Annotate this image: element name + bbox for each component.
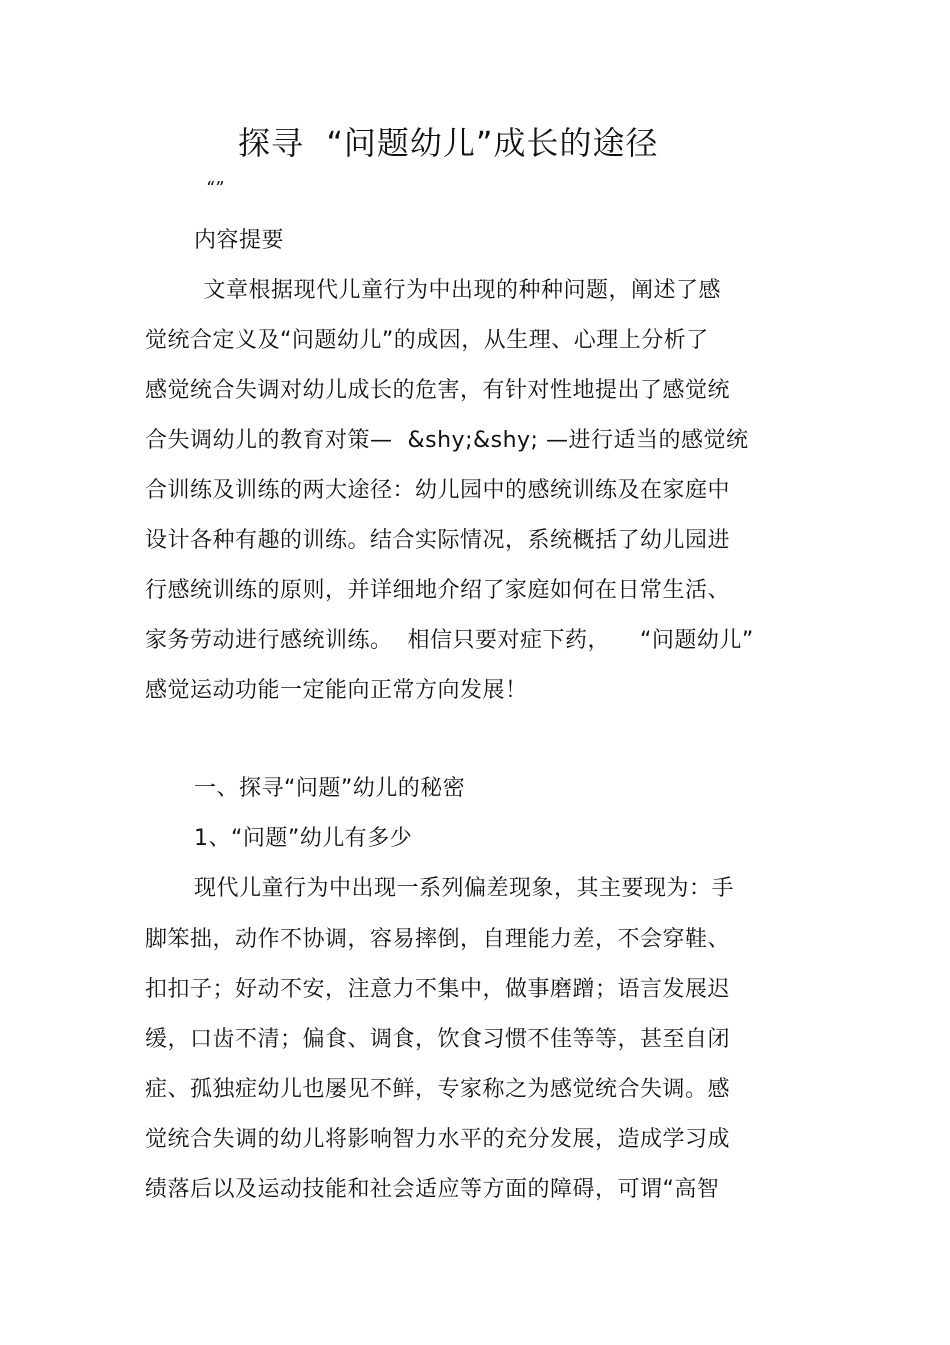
document-title: 探寻 “问题幼儿”成长的途径 [238, 124, 659, 162]
abstract-line: 文章根据现代儿童行为中出现的种种问题，阐述了感 [196, 278, 721, 303]
stray-quote-marks: “” [206, 178, 225, 199]
abstract-line: 感觉统合失调对幼儿成长的危害，有针对性地提出了感觉统 [145, 378, 731, 403]
abstract-line: 觉统合定义及“问题幼儿”的成因，从生理、心理上分析了 [145, 328, 709, 353]
abstract-line: 行感统训练的原则，并详细地介绍了家庭如何在日常生活、 [145, 578, 731, 603]
abstract-heading: 内容提要 [194, 228, 285, 253]
abstract-line: 合训练及训练的两大途径：幼儿园中的感统训练及在家庭中 [145, 478, 731, 503]
abstract-line: 家务劳动进行感统训练。 相信只要对症下药， “问题幼儿” [145, 628, 754, 653]
body-line: 缓，口齿不清；偏食、调食，饮食习惯不佳等等，甚至自闭 [145, 1027, 731, 1052]
abstract-line: 设计各种有趣的训练。结合实际情况，系统概括了幼儿园进 [145, 528, 731, 553]
section-heading: 一、探寻“问题”幼儿的秘密 [194, 776, 466, 801]
subsection-heading: 1、“问题”幼儿有多少 [194, 826, 413, 851]
body-line: 脚笨拙，动作不协调，容易摔倒，自理能力差，不会穿鞋、 [145, 927, 731, 952]
abstract-line: 合失调幼儿的教育对策— &shy;&shy; —进行适当的感觉统 [145, 428, 749, 453]
body-line: 症、孤独症幼儿也屡见不鲜，专家称之为感觉统合失调。感 [145, 1077, 731, 1102]
body-line: 现代儿童行为中出现一系列偏差现象，其主要现为：手 [194, 876, 735, 901]
body-line: 扣扣子；好动不安，注意力不集中，做事磨蹭；语言发展迟 [145, 977, 731, 1002]
abstract-line: 感觉运动功能一定能向正常方向发展！ [145, 678, 528, 703]
body-line: 觉统合失调的幼儿将影响智力水平的充分发展，造成学习成 [145, 1127, 731, 1152]
body-line: 绩落后以及运动技能和社会适应等方面的障碍，可谓“高智 [145, 1177, 720, 1202]
